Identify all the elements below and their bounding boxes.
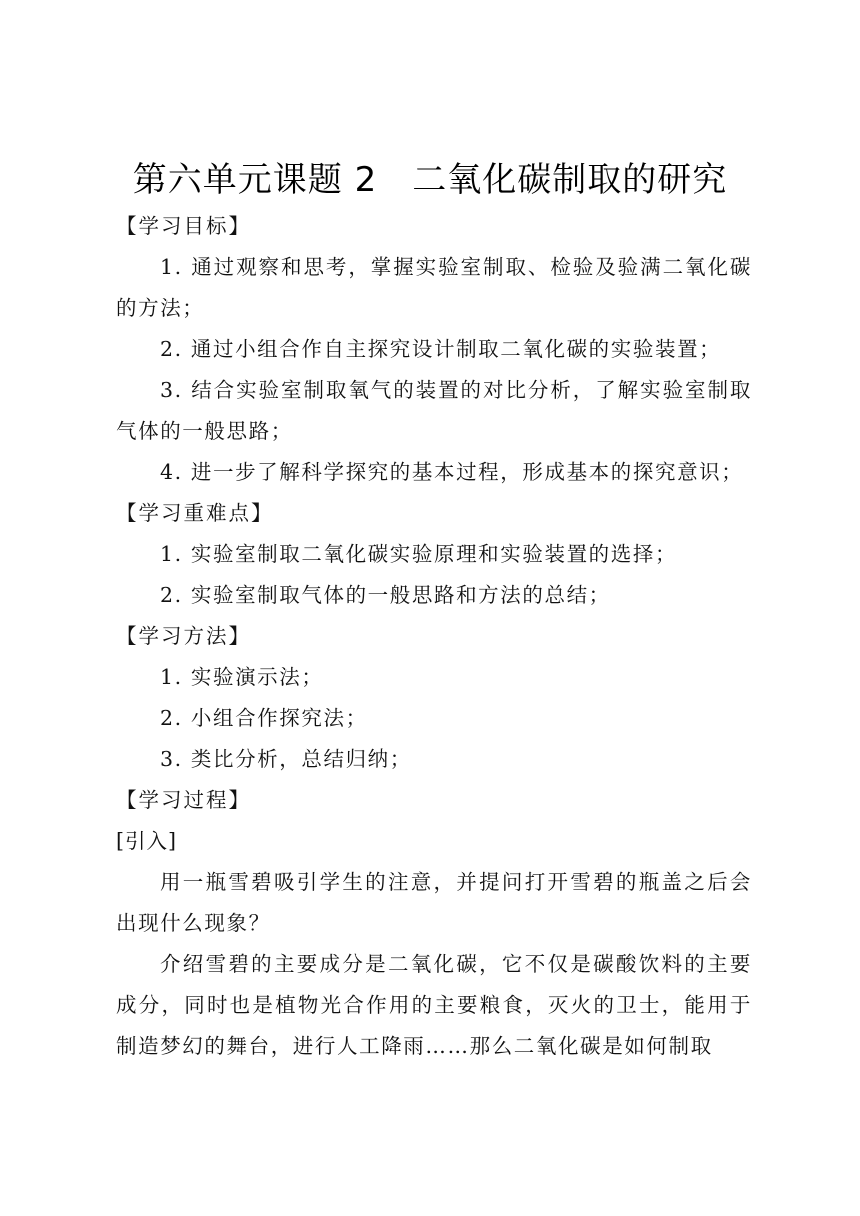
method-item: 3. 类比分析，总结归纳； [160, 747, 412, 771]
section-heading-key-points: 【学习重难点】 [116, 501, 274, 525]
document-body [116, 206, 752, 1067]
goal-item: 4. 进一步了解科学探究的基本过程，形成基本的探究意识； [160, 460, 744, 484]
method-item: 2. 小组合作探究法； [160, 706, 368, 730]
section-heading-methods: 【学习方法】 [116, 624, 251, 648]
section-heading-process: 【学习过程】 [116, 788, 251, 812]
goal-item: 3. 结合实验室制取氧气的装置的对比分析，了解实验室制取气体的一般思路； [116, 378, 752, 443]
goal-item: 1. 通过观察和思考，掌握实验室制取、检验及验满二氧化碳的方法； [116, 255, 752, 320]
process-paragraph: 用一瓶雪碧吸引学生的注意，并提问打开雪碧的瓶盖之后会出现什么现象？ [116, 870, 752, 935]
document-title: 第六单元课题 2 二氧化碳制取的研究 [132, 160, 728, 200]
intro-label: [引入] [116, 829, 177, 853]
key-point-item: 1. 实验室制取二氧化碳实验原理和实验装置的选择； [160, 542, 678, 566]
process-paragraph: 介绍雪碧的主要成分是二氧化碳，它不仅是碳酸饮料的主要成分，同时也是植物光合作用的主要粮食，灭火的卫士，能用于制造梦幻的舞台，进行人工降雨……那么二氧化碳是如何制取 [116, 952, 752, 1058]
goal-item: 2. 通过小组合作自主探究设计制取二氧化碳的实验装置； [160, 337, 722, 361]
key-point-item: 2. 实验室制取气体的一般思路和方法的总结； [160, 583, 611, 607]
section-heading-goals: 【学习目标】 [116, 214, 251, 238]
method-item: 1. 实验演示法； [160, 665, 324, 689]
